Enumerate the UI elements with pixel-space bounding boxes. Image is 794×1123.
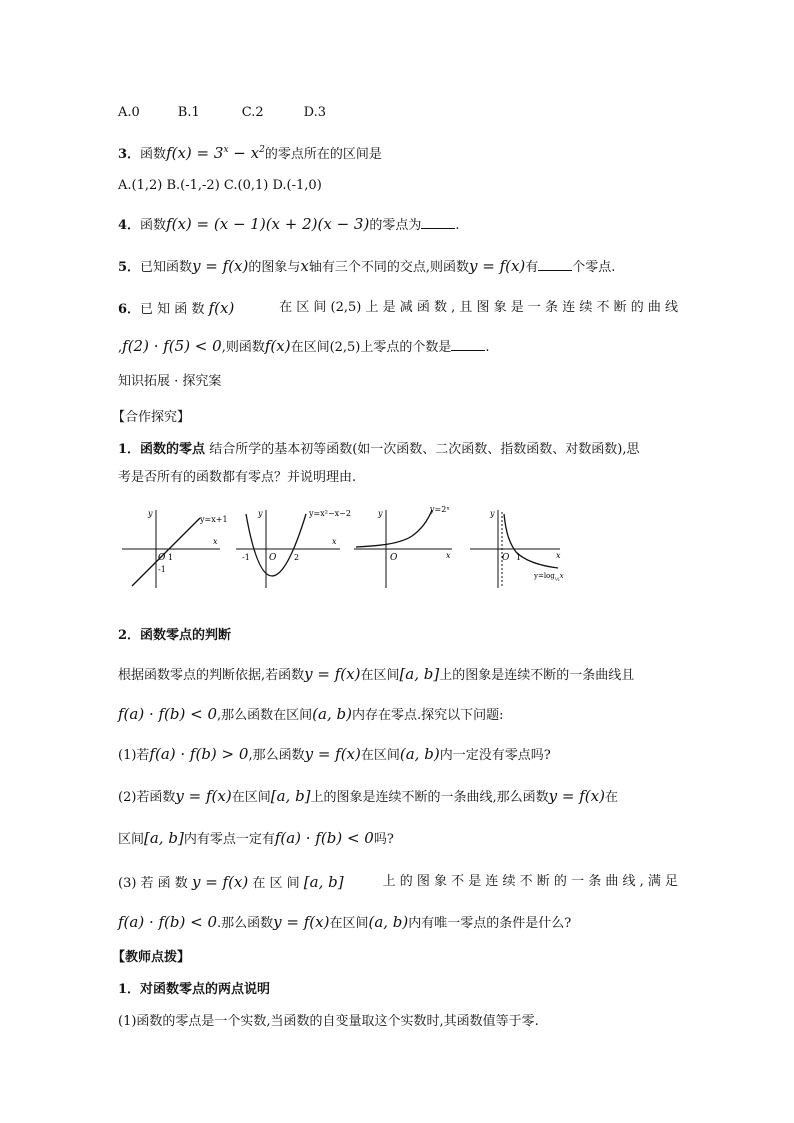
svg-text:y: y — [148, 509, 153, 518]
svg-text:x: x — [213, 537, 218, 546]
section-title: 知识拓展 · 探究案 — [118, 374, 222, 389]
graph2-label: y=x²−x−2 — [309, 509, 351, 518]
option-c: C.2 — [241, 105, 264, 120]
svg-text:x: x — [446, 551, 451, 560]
graph4-label: $y=\log_{\frac{1}{2}}x$ — [534, 572, 564, 583]
option-b: B.1 — [177, 105, 200, 120]
svg-text:1: 1 — [516, 553, 522, 562]
teacher-title: 【教师点拨】 — [112, 950, 191, 965]
sub-question-1: (1)若f(a) · f(b) > 0,那么函数y = f(x)在区间(a, b)内一定没有零点吗? — [118, 745, 551, 763]
q2-options — [118, 103, 326, 123]
graph3-label: y=2ˣ — [430, 505, 450, 514]
option-a: A.0 — [118, 105, 140, 120]
svg-text:y: y — [490, 509, 495, 518]
explore-2-line1: 根据函数零点的判断依据,若函数y = f(x)在区间[a, b]上的图象是连续不断的一条曲线且 — [118, 665, 635, 683]
question-6-line2: ,f(2) · f(5) < 0,则函数f(x)在区间(2,5)上零点的个数是 . — [118, 337, 490, 355]
sub-question-3-line2: f(a) · f(b) < 0.那么函数y = f(x)在区间(a, b)内有唯一零点的条件是什么? — [118, 913, 572, 931]
q3-pre: 函数 — [140, 147, 167, 162]
explore-1-line2: 考是否所有的函数都有零点？并说明理由. — [118, 470, 357, 485]
svg-text:2: 2 — [294, 553, 300, 562]
svg-text:y: y — [258, 509, 263, 518]
svg-text:O: O — [390, 553, 398, 563]
svg-text:O: O — [502, 553, 510, 563]
question-4: 4．函数f(x) = (x − 1)(x + 2)(x − 3)的零点为 . — [118, 215, 460, 233]
answer-blank — [421, 216, 455, 229]
q3-post: 的零点所在的区间是 — [264, 147, 382, 162]
coop-title: 【合作探究】 — [112, 410, 191, 425]
function-graphs — [118, 500, 578, 592]
explore-2-line2: f(a) · f(b) < 0,那么函数在区间(a, b)内存在零点.探究以下问题: — [118, 705, 504, 723]
question-number: 3． — [118, 147, 141, 162]
svg-text:-1: -1 — [158, 565, 166, 574]
q4-formula: f(x) = (x − 1)(x + 2)(x − 3) — [166, 215, 370, 233]
sub-question-3-line1: (3) 若 函 数 y = f(x) 在 区 间 [a, b] 上 的 图 象 不 是 连 续 不 断 的 一 条 曲 线 , 满 足 — [118, 873, 678, 891]
q3-formula: $f(x) = 3^x - x^2$ — [166, 144, 265, 162]
svg-text:x: x — [332, 537, 337, 546]
teacher-point-heading: 1．对函数零点的两点说明 — [118, 982, 271, 997]
question-6-line1: 6．已 知 函 数 f(x) 在 区 间 (2,5) 上 是 减 函 数 , 且 图 象 是 一 条 连 续 不 断 的 曲 线 — [118, 299, 678, 317]
svg-text:1: 1 — [168, 553, 174, 562]
teacher-point-text: (1)函数的零点是一个实数,当函数的自变量取这个实数时,其函数值等于零. — [118, 1014, 539, 1029]
question-5: 5．已知函数y = f(x)的图象与x轴有三个不同的交点,则函数y = f(x)有 个零点. — [118, 257, 616, 275]
svg-text:x: x — [556, 551, 561, 560]
answer-blank — [538, 258, 572, 271]
answer-blank — [451, 338, 485, 351]
graph1-label: y=x+1 — [200, 515, 228, 524]
q3-options: A.(1,2) B.(-1,-2) C.(0,1) D.(-1,0) — [118, 178, 322, 193]
sub-question-2-line2: 区间[a, b]内有零点一定有f(a) · f(b) < 0吗? — [118, 829, 394, 847]
question-3 — [118, 140, 382, 165]
option-d: D.3 — [303, 105, 327, 120]
sub-question-2-line1: (2)若函数y = f(x)在区间[a, b]上的图象是连续不断的一条曲线,那么函数y = f(x)在 — [118, 787, 618, 805]
svg-text:-1: -1 — [242, 553, 250, 562]
svg-text:O: O — [158, 553, 166, 563]
explore-1-line1: 1．函数的零点 结合所学的基本初等函数(如一次函数、二次函数、指数函数、对数函数),思 — [118, 442, 640, 457]
explore-2-heading: 2．函数零点的判断 — [118, 628, 232, 643]
graph-exponential — [354, 510, 452, 588]
svg-text:y: y — [378, 509, 383, 518]
graph-quadratic — [236, 510, 340, 588]
svg-text:O: O — [269, 553, 277, 563]
